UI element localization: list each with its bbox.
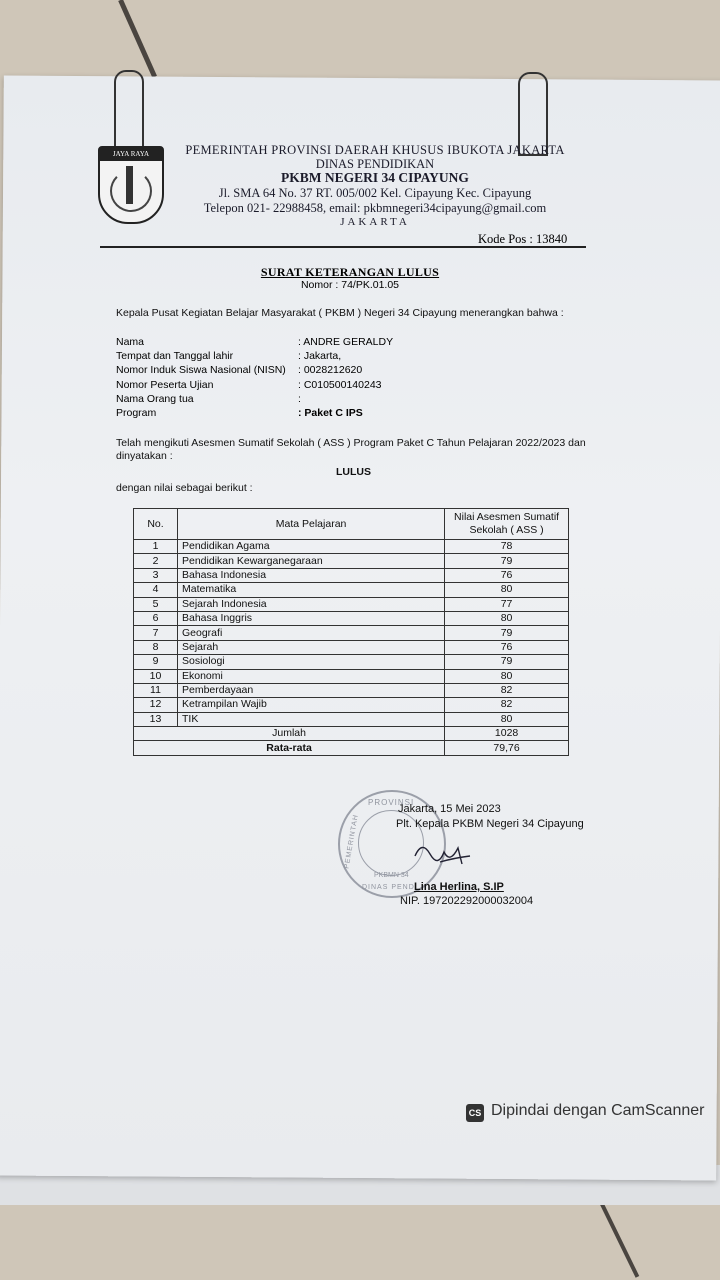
table-row bbox=[134, 540, 569, 554]
row-subject: Pendidikan Agama bbox=[178, 540, 445, 554]
total-row bbox=[134, 727, 569, 741]
row-score: 79 bbox=[445, 554, 569, 568]
letterhead-divider bbox=[100, 246, 586, 248]
row-score: 76 bbox=[445, 640, 569, 654]
row-subject: Geografi bbox=[178, 626, 445, 640]
row-no: 3 bbox=[134, 568, 178, 582]
jakarta-logo-icon bbox=[98, 146, 164, 224]
row-subject: TIK bbox=[178, 712, 445, 726]
letterhead-address: Jl. SMA 64 No. 37 RT. 005/002 Kel. Cipayung Kec. Cipayung bbox=[218, 186, 532, 200]
header-no: No. bbox=[134, 509, 178, 540]
table-row bbox=[134, 568, 569, 582]
signature-place-date: Jakarta, 15 Mei 2023 bbox=[398, 803, 501, 815]
header-subject: Mata Pelajaran bbox=[178, 509, 445, 540]
table-row bbox=[134, 640, 569, 654]
row-subject: Pemberdayaan bbox=[178, 683, 445, 697]
row-subject: Sejarah Indonesia bbox=[178, 597, 445, 611]
row-no: 11 bbox=[134, 683, 178, 697]
signatory-nip: NIP. 197202292000032004 bbox=[400, 895, 534, 907]
camscanner-watermark: Dipindai dengan CamScanner bbox=[491, 1102, 705, 1119]
table-row bbox=[134, 683, 569, 697]
row-no: 6 bbox=[134, 611, 178, 625]
row-score: 79 bbox=[445, 655, 569, 669]
field-value-nama: : ANDRE GERALDY bbox=[298, 336, 394, 348]
field-value-program: : Paket C IPS bbox=[298, 407, 363, 419]
logo-band-text: JAYA RAYA bbox=[100, 148, 162, 161]
document-number: Nomor : 74/PK.01.05 bbox=[300, 279, 400, 291]
row-subject: Ketrampilan Wajib bbox=[178, 698, 445, 712]
row-no: 5 bbox=[134, 597, 178, 611]
row-no: 2 bbox=[134, 554, 178, 568]
field-label-peserta: Nomor Peserta Ujian bbox=[116, 379, 214, 391]
row-no: 8 bbox=[134, 640, 178, 654]
document-title: SURAT KETERANGAN LULUS bbox=[260, 265, 440, 279]
table-row bbox=[134, 554, 569, 568]
row-no: 10 bbox=[134, 669, 178, 683]
row-subject: Sosiologi bbox=[178, 655, 445, 669]
row-score: 77 bbox=[445, 597, 569, 611]
table-row bbox=[134, 655, 569, 669]
letterhead-department: DINAS PENDIDIKAN bbox=[315, 157, 435, 171]
field-label-ttl: Tempat dan Tanggal lahir bbox=[116, 350, 234, 362]
letterhead-government: PEMERINTAH PROVINSI DAERAH KHUSUS IBUKOTA JAKARTA bbox=[185, 143, 565, 157]
average-label: Rata-rata bbox=[134, 741, 445, 755]
stamp-text-bottom: DINAS PENDI bbox=[362, 884, 418, 891]
table-row bbox=[134, 611, 569, 625]
logo-monument bbox=[126, 166, 133, 204]
row-score: 80 bbox=[445, 611, 569, 625]
signature-position: Plt. Kepala PKBM Negeri 34 Cipayung bbox=[396, 818, 584, 830]
row-no: 13 bbox=[134, 712, 178, 726]
field-label-orangtua: Nama Orang tua bbox=[116, 393, 194, 405]
row-subject: Sejarah bbox=[178, 640, 445, 654]
letterhead-city: JAKARTA bbox=[340, 216, 410, 228]
row-score: 82 bbox=[445, 683, 569, 697]
result-text: LULUS bbox=[336, 466, 371, 478]
row-score: 76 bbox=[445, 568, 569, 582]
stamp-text-top: PROVINSI bbox=[368, 798, 415, 807]
row-subject: Pendidikan Kewarganegaraan bbox=[178, 554, 445, 568]
floor-tile-line bbox=[596, 1195, 639, 1278]
total-value: 1028 bbox=[445, 727, 569, 741]
postal-code: Kode Pos : 13840 bbox=[478, 232, 568, 246]
row-no: 1 bbox=[134, 540, 178, 554]
header-score-line1: Nilai Asesmen Sumatif bbox=[454, 511, 560, 523]
average-row bbox=[134, 741, 569, 755]
field-label-nisn: Nomor Induk Siswa Nasional (NISN) bbox=[116, 364, 286, 376]
row-no: 7 bbox=[134, 626, 178, 640]
header-score bbox=[445, 509, 569, 540]
row-score: 79 bbox=[445, 626, 569, 640]
row-score: 78 bbox=[445, 540, 569, 554]
row-score: 80 bbox=[445, 712, 569, 726]
header-score-line2: Sekolah ( ASS ) bbox=[469, 524, 544, 536]
row-no: 9 bbox=[134, 655, 178, 669]
row-no: 4 bbox=[134, 583, 178, 597]
stamp-text-left: PEMERINTAH bbox=[343, 813, 360, 870]
field-label-program: Program bbox=[116, 407, 157, 419]
table-row bbox=[134, 583, 569, 597]
row-score: 80 bbox=[445, 583, 569, 597]
row-subject: Matematika bbox=[178, 583, 445, 597]
floor-tile-line bbox=[118, 0, 157, 78]
field-value-ttl: : Jakarta, bbox=[298, 350, 342, 362]
field-value-nisn: : 0028212620 bbox=[298, 364, 363, 376]
handwritten-signature bbox=[410, 834, 480, 874]
letterhead-contact: Telepon 021- 22988458, email: pkbmnegeri34cipayung@gmail.com bbox=[203, 201, 547, 215]
row-subject: Ekonomi bbox=[178, 669, 445, 683]
table-row bbox=[134, 712, 569, 726]
letterhead-institution: PKBM NEGERI 34 CIPAYUNG bbox=[281, 170, 469, 185]
field-label-nama: Nama bbox=[116, 336, 145, 348]
field-value-orangtua: : bbox=[298, 393, 301, 405]
table-row bbox=[134, 669, 569, 683]
grades-intro: dengan nilai sebagai berikut : bbox=[116, 482, 253, 494]
average-value: 79,76 bbox=[445, 741, 569, 755]
intro-text: Kepala Pusat Kegiatan Belajar Masyarakat ( PKBM ) Negeri 34 Cipayung menerangkan bahwa : bbox=[116, 307, 564, 319]
statement-line1: Telah mengikuti Asesmen Sumatif Sekolah ( ASS ) Program Paket C Tahun Pelajaran 2022/2023 dan bbox=[116, 437, 586, 449]
row-score: 80 bbox=[445, 669, 569, 683]
camscanner-icon: CS bbox=[466, 1104, 484, 1122]
row-subject: Bahasa Inggris bbox=[178, 611, 445, 625]
table-row bbox=[134, 597, 569, 611]
grades-table bbox=[133, 508, 569, 756]
signatory-name: Lina Herlina, S.IP bbox=[414, 881, 504, 893]
statement-line2: dinyatakan : bbox=[116, 450, 173, 462]
table-header-row bbox=[134, 509, 569, 540]
field-value-peserta: : C010500140243 bbox=[298, 379, 382, 391]
row-score: 82 bbox=[445, 698, 569, 712]
stamp-text-center: PKBMN 34 bbox=[374, 872, 409, 879]
row-no: 12 bbox=[134, 698, 178, 712]
table-row bbox=[134, 626, 569, 640]
table-row bbox=[134, 698, 569, 712]
row-subject: Bahasa Indonesia bbox=[178, 568, 445, 582]
total-label: Jumlah bbox=[134, 727, 445, 741]
